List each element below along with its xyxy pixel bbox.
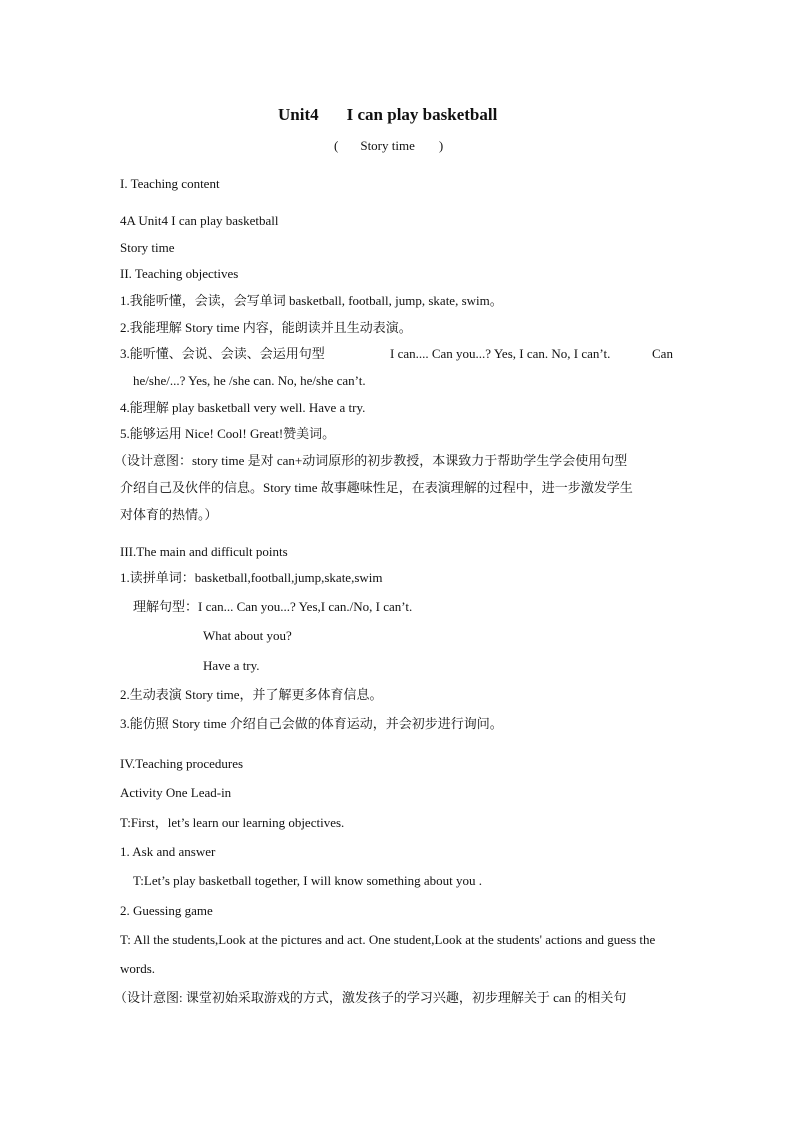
title-unit: Unit4 [278,105,319,124]
objective-item-sentence: Can [652,346,673,361]
section-heading: IV.Teaching procedures [120,756,244,771]
paragraph: Story time [120,240,175,255]
design-note: 对体育的热情。） [120,507,218,522]
activity-heading: Activity One Lead-in [120,785,232,800]
paragraph: words. [120,961,156,976]
point-item: Have a try. [203,658,260,673]
design-note: （设计意图：story time 是对 can+动词原形的初步教授，本课致力于帮助学生学会使用句型 [114,453,628,468]
section-heading: I. Teaching content [120,176,220,191]
point-item: 1.读拼单词：basketball,football,jump,skate,swim [120,570,383,585]
objective-item: 3.能听懂、会说、会读、会运用句型 [120,346,325,361]
section-heading: III.The main and difficult points [120,544,288,559]
design-note: 介绍自己及伙伴的信息。Story time 故事趣味性足，在表演理解的过程中，进一步激发学生 [120,480,633,495]
objective-item-sentence: I can.... Can you...? Yes, I can. No, I can’t. [390,346,611,361]
title-text: I can play basketball [346,105,498,124]
paragraph: T: All the students,Look at the pictures and act. One student,Look at the students' actions and guess the [120,932,656,947]
point-item: 理解句型：I can... Can you...? Yes,I can./No, I can’t. [133,599,413,614]
subtitle-text: Story time [360,138,415,153]
objective-item: 2.我能理解 Story time 内容，能朗读并且生动表演。 [120,320,412,335]
objective-item-continued: he/she/...? Yes, he /she can. No, he/she can’t. [133,373,366,388]
point-item: 2.生动表演 Story time，并了解更多体育信息。 [120,687,383,702]
subtitle: ( Story time ) [334,138,444,153]
paragraph: 4A Unit4 I can play basketball [120,213,279,228]
objective-item: 5.能够运用 Nice! Cool! Great!赞美词。 [120,426,336,441]
point-item: What about you? [203,628,292,643]
objective-item: 1.我能听懂，会读，会写单词 basketball, football, jump, skate, swim。 [120,293,503,308]
step-heading: 2. Guessing game [120,903,213,918]
section-heading: II. Teaching objectives [120,266,239,281]
page-title [278,106,497,124]
point-item: 3.能仿照 Story time 介绍自己会做的体育运动，并会初步进行询问。 [120,716,503,731]
paragraph: T:Let’s play basketball together, I will know something about you . [133,873,483,888]
design-note: （设计意图: 课堂初始采取游戏的方式，激发孩子的学习兴趣，初步理解关于 can 的相关句 [114,990,627,1005]
step-heading: 1. Ask and answer [120,844,216,859]
objective-item: 4.能理解 play basketball very well. Have a try. [120,400,366,415]
paragraph: T:First，let’s learn our learning objectives. [120,815,345,830]
